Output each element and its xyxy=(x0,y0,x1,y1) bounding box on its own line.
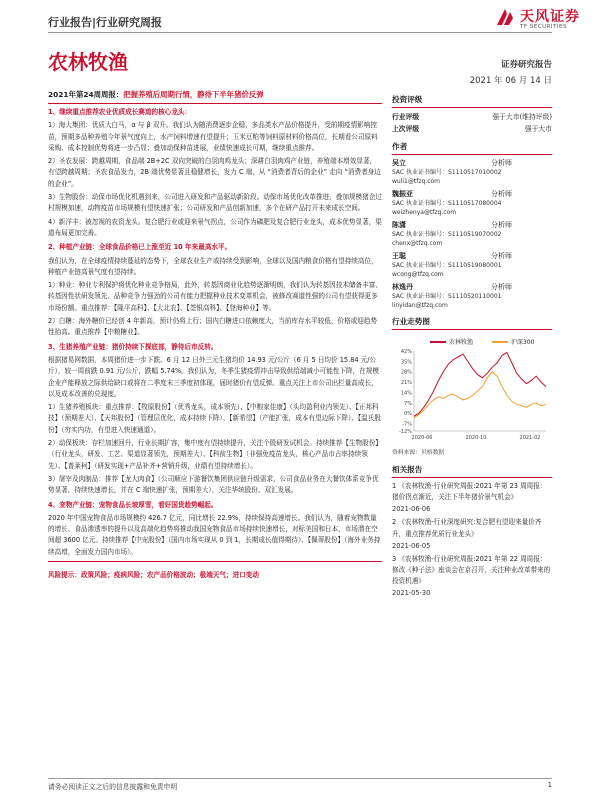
report-date: 2021 年 06 月 14 日 xyxy=(469,76,552,86)
analyst-role: 分析师 xyxy=(491,221,512,229)
analyst-entry xyxy=(392,282,552,310)
body-paragraph: 3）屠宰及肉制品：推荐【龙大肉食】（公司顺应下游餐饮集团供应链升级需求，公司食品业务在大餐饮体系竞争优势显著，持续快速增长，并在 C 端快速扩张，预期差大），关注华统股份、双汇发展。 xyxy=(48,474,379,495)
risk-divider xyxy=(48,561,382,562)
analyst-name: 吴立 xyxy=(392,159,406,167)
analyst-sac-number: SAC 执业证书编号：S1110520110001 xyxy=(392,293,502,300)
y-tick-label: 28% xyxy=(400,369,412,376)
report-type: 证券研究报告 xyxy=(500,60,552,70)
logo-text-cn: 天风证券 xyxy=(520,9,580,25)
analyst-name: 王聪 xyxy=(392,252,406,260)
y-tick-label: 14% xyxy=(400,390,412,397)
legend-swatch-index xyxy=(492,341,508,343)
logo-text-en: TF SECURITIES xyxy=(520,24,567,30)
section-heading: 2、种植产业链：全球食品价格已上涨至近 10 年来最高水平。 xyxy=(48,243,232,252)
page-header xyxy=(0,0,600,40)
analyst-entry xyxy=(392,189,552,217)
related-report-link[interactable]: 2 《农林牧渔-行业深度研究:复合肥有望迎来量价齐升，重点推荐优质行业龙头》 xyxy=(392,518,542,538)
analyst-email: wuli1@tfzq.com xyxy=(392,178,441,185)
y-tick-label: 42% xyxy=(400,349,412,355)
report-subtitle xyxy=(48,89,382,104)
chart-source: 资料来源：贝格数据 xyxy=(392,450,445,456)
trend-title: 行业走势图 xyxy=(392,316,552,330)
body-paragraph: 3）生物股份：动保市场优化机遇到来，公司进入研发和产品驱动新阶段。动保市场优化改革推进，叠加规模猪企过村规模加速，动物疫苗市场规模有望快速扩张；公司研发和产品创新加速，多个在研产品打开未来成长空间。 xyxy=(48,193,382,213)
analyst-role: 分析师 xyxy=(491,283,512,291)
legend-item-sector xyxy=(430,337,473,346)
trend-chart-svg xyxy=(392,333,552,445)
y-tick-label: 0% xyxy=(404,411,412,418)
footer-divider xyxy=(48,778,552,779)
related-list xyxy=(392,481,552,599)
analyst-name-row xyxy=(392,220,552,230)
trend-chart xyxy=(392,333,552,445)
analyst-role: 分析师 xyxy=(491,252,512,260)
analyst-sac-number: SAC 执业证书编号：S1110519080001 xyxy=(392,262,502,269)
analyst-email: chenx@tfzq.com xyxy=(392,240,443,247)
analyst-email: linyidan@tfzq.com xyxy=(392,302,448,309)
rating-value: 强于大市 xyxy=(524,125,552,133)
analyst-name-row xyxy=(392,251,552,261)
related-report-date: 2021-06-05 xyxy=(392,541,431,550)
analyst-sac-number: SAC 执业证书编号：S1110517080004 xyxy=(392,200,502,207)
page-number: 1 xyxy=(547,781,552,789)
section-heading: 1、继续重点推荐农业优质成长赛道的核心龙头： xyxy=(48,108,192,116)
analyst-entry xyxy=(392,158,552,186)
subtitle-prefix: 2021年第24周周报： xyxy=(48,90,124,99)
analyst-entry xyxy=(392,220,552,248)
x-tick-label: 2020-10 xyxy=(465,435,487,441)
related-report-date: 2021-06-06 xyxy=(392,505,431,514)
rating-label: 行业评级 xyxy=(392,113,420,121)
body-paragraph: 2020 年中国宠物食品市场规模约 426.7 亿元，同比增长 22.9%，持续保持高速增长。我们认为，随着宠物数量的增长、食品渗透率的提升以及高端化趋势将推动我国宠物食品市场持续快速增长，对标美国和日本，市场潜在空间超 3600 亿元。持续推荐【中宠股份】（国内市场实现从 0 到 1，长期成长值得期待）、【佩蒂股份】（海外业务持续高增，全面发力国内市场）。 xyxy=(48,513,381,556)
body-paragraph: 1）生猪养殖板块：重点推荐：【牧原股份】（优秀龙头，成本领先）、【中粮家佳康】（头均盈利业内领先）、【正邦科技】（预期差大）、【天邦股份】（管理层优化，成本持续下降）、【新希望】（产能扩张，成本有望边际下降）、【温氏股份】（穷实内功，有望进入快速通道）。 xyxy=(48,403,381,434)
related-report-link[interactable]: 1 《农林牧渔-行业研究周报:2021 年第 23 周周报：猪价拐点渐近，关注下半年猪价景气机会》 xyxy=(392,482,547,502)
analyst-sac-number: SAC 执业证书编号：S1110517010002 xyxy=(392,169,502,176)
section-heading: 4、宠物产业链：宠物食品长坡厚雪，看好国货趁势崛起。 xyxy=(48,500,218,509)
footer-disclaimer: 请务必阅读正文之后的信息披露和免责申明 xyxy=(48,783,178,791)
analyst-role: 分析师 xyxy=(491,190,512,198)
x-tick-label: 2020-06 xyxy=(411,435,433,441)
analyst-name: 陈潇 xyxy=(392,221,406,229)
related-report-link[interactable]: 3 《农林牧渔-行业研究周报:2021 年第 22 周周报：修改《种子法》座谈会在京召开，关注种业改革带来的投资机遇》 xyxy=(392,554,551,586)
analyst-entry xyxy=(392,251,552,279)
invest-rating-title: 投资评级 xyxy=(392,94,552,108)
legend-item-index xyxy=(492,337,534,346)
x-tick-label: 2021-02 xyxy=(519,435,541,441)
body-paragraph: 我们认为，在全球疫情持续蔓延的态势下，全球农业生产或持续受到影响，全球以及国内粮食价格有望持续高位，种植产业链高景气度有望持续。 xyxy=(48,256,378,276)
analyst-email: wcong@tfzq.com xyxy=(392,271,444,278)
related-title: 相关报告 xyxy=(392,464,552,478)
sector-title: 农林牧渔 xyxy=(48,50,128,74)
analyst-role: 分析师 xyxy=(491,159,512,167)
y-tick-label: -12% xyxy=(399,429,412,435)
related-report-date: 2021-05-30 xyxy=(392,589,431,598)
legend-label-index: 沪深300 xyxy=(511,339,535,346)
chart-legend xyxy=(400,337,550,347)
analyst-name-row xyxy=(392,158,552,168)
sidebar xyxy=(392,94,552,601)
y-tick-label: 35% xyxy=(400,359,412,366)
legend-label-sector: 农林牧渔 xyxy=(449,339,474,346)
authors-title: 作者 xyxy=(392,141,552,155)
legend-swatch-sector xyxy=(430,341,446,343)
rating-label: 上次评级 xyxy=(392,125,420,133)
analyst-email: weizhenya@tfzq.com xyxy=(392,209,457,216)
rating-row xyxy=(392,123,552,135)
subtitle-main: 把握养殖后周期行情，静待下半年猪价反弹 xyxy=(123,90,264,99)
body-paragraph: 1）种业：种业专利保护将优化种业竞争格局，此外，转基因商业化趋势逐渐明朗，我们认为转基因技术储备丰富、转基因性状研发领先、品种竞争力强劲的公司有能力把握种业技术变革机会，被修改赛道性强的公司有望获得更多市场份额。重点推荐：【隆平高科】、【大北农】、【荃银高科】、【登海种业】等。 xyxy=(48,281,382,312)
body-paragraph: 2）白糖：海外糖价已经创 4 年新高，预计仍将上行；国内白糖进口依赖度大，当前库存水平较低，价格或迎趋势性抬高。重点推荐【中粮糖业】。 xyxy=(48,317,378,337)
risk-warning: 风险提示：政策风险；疫病风险；农产品价格波动；极端天气；进口变动 xyxy=(48,570,259,579)
analyst-name: 林逸丹 xyxy=(392,283,413,291)
rating-value: 强于大市(维持评级) xyxy=(492,113,552,121)
header-divider xyxy=(48,32,552,33)
series-line-0 xyxy=(414,353,546,417)
body-paragraph: 根据猪易网数据，本周猪价进一步下跌。6 月 12 日外三元生猪均价 14.93 元/公斤（6 月 5 日均价 15.84 元/公斤），较一周前跌 0.91 元/公斤，跌幅 5.74%。我们认为，冬季生猪疫情冲击导致供给端减小可能性下降，在规模企业产能释放之际供给缺口或将在二季度末三季度初体现，届时猪价有望反弹。重点关注上市公司出栏量高成长，以及成本改善的兑现度。 xyxy=(48,355,379,398)
body-paragraph: 1）海大集团：优质大白马，α 与 β 双升。我们认为随消费逐步企稳，多品类水产品价格提升，受前期疫情影响控苗，预期多品种养殖今年景气度向上，水产饲料增速有望提升；玉米豆粕等饲料原材料价格高位，长期看公司原料采购、成本控制优势将进一步凸显；叠加动保种苗进展，业绩快速成长可期，继续重点推荐。 xyxy=(48,121,378,152)
analyst-name-row xyxy=(392,282,552,292)
series-line-1 xyxy=(414,372,546,418)
y-tick-label: -7% xyxy=(402,421,412,428)
ratings-list xyxy=(392,111,552,135)
body-paragraph: 4）新洋丰：被忽视的农资龙头。复合肥行业或迎来景气拐点，公司作为磷肥及复合肥行业龙头，成本优势显著，渠道布局更加完善。 xyxy=(48,217,382,237)
analyst-sac-number: SAC 执业证书编号：S1110519070002 xyxy=(392,231,502,238)
report-category: 行业报告|行业研究周报 xyxy=(48,16,163,29)
logo-mark-icon xyxy=(494,6,516,28)
main-body xyxy=(48,104,382,729)
analyst-name-row xyxy=(392,189,552,199)
body-paragraph: 2）动保板块：存栏加速回升，行业长期扩容，集中度有望持续提升，关注个股研发试机会。持续推荐【生物股份】（行业龙头，研发、工艺、渠道显著领先，预期差大）、【科前生物】（非强免疫苗龙头，核心产品市占率持续领先）、【普莱柯】（研发实现+产品补齐+营销升级，业绩有望持续增长）。 xyxy=(48,439,382,470)
authors-list xyxy=(392,158,552,310)
y-tick-label: 21% xyxy=(400,380,412,387)
y-tick-label: 7% xyxy=(404,400,412,407)
analyst-name: 魏振亚 xyxy=(392,190,413,198)
rating-row xyxy=(392,111,552,123)
section-heading: 3、生猪养殖产业链：猪价持续下探底部，静待后市反转。 xyxy=(48,342,218,351)
body-paragraph: 2）圣农发展：跨越周期，食品端 2B+2C 双向突破的白羽肉鸡龙头；深耕白羽肉鸡产业链，养殖端本增效显著，有望跨越周期；圣农食品发力，2B 端优势显著且稳健增长，发力 C 端，从 “消费者背后的企业” 走向 “消费者身边的企业”。 xyxy=(48,157,381,188)
